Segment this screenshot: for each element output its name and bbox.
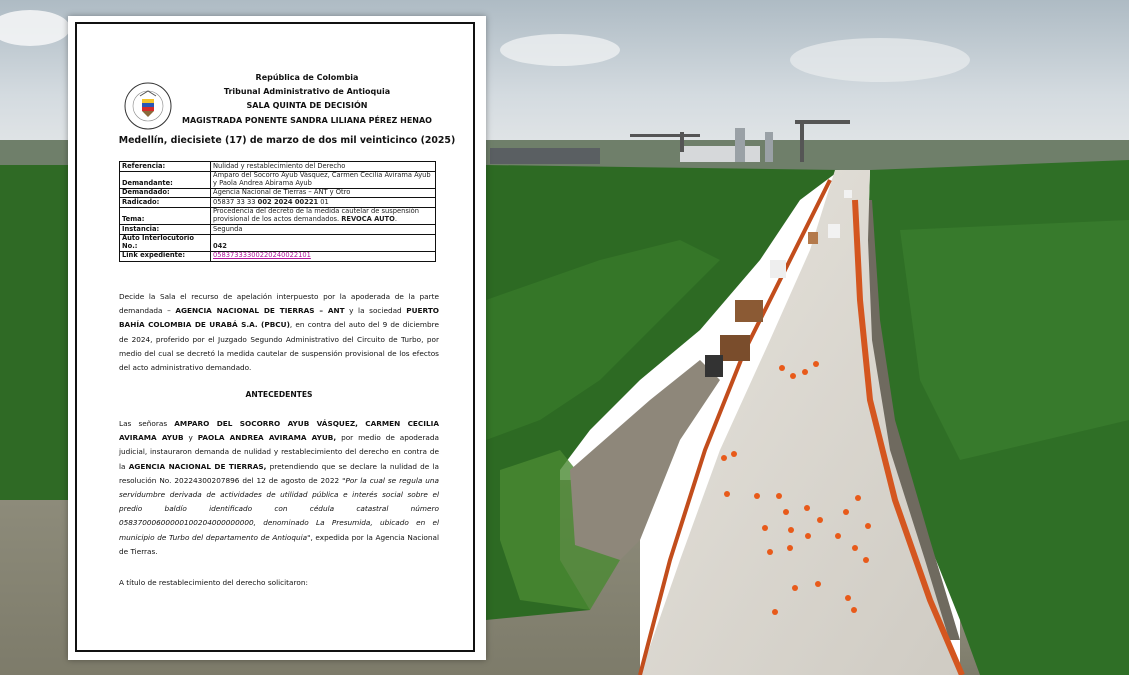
- document-date: Medellín, diecisiete (17) de marzo de dos mil veinticinco (2025): [118, 135, 456, 146]
- referencia-value: Nulidad y restablecimiento del Derecho: [211, 162, 436, 172]
- link-label: Link expediente:: [120, 251, 211, 261]
- mangrove-left: [0, 165, 68, 500]
- court-name: Tribunal Administrativo de Antioquia: [223, 87, 391, 97]
- section-heading-antecedentes: ANTECEDENTES: [245, 390, 313, 399]
- paragraph-restablecimiento: A título de restablecimiento del derecho solicitaron:: [119, 578, 308, 587]
- document-page: [75, 22, 475, 652]
- table-row: [120, 207, 436, 224]
- demandante-label: Demandante:: [120, 171, 211, 188]
- document-image: [68, 16, 486, 660]
- referencia-label: Referencia:: [120, 162, 211, 172]
- instancia-value: Segunda: [211, 225, 436, 235]
- paragraph-decision: Decide la Sala el recurso de apelación interpuesto por la apoderada de la parte demandada – AGENCIA NACIONAL DE TIERRAS – ANT y la sociedad PUERTO BAHÍA COLOMBIA DE URABÁ S.A. (PBCU), en contra del auto del 9 de diciembre de 2024, proferido por el Juzgado Segundo Administrativo del Circuito de Turbo, por medio del cual se decretó la medida cautelar de suspensión provisional de los efectos del acto administrativo demandado.: [119, 292, 440, 373]
- demandado-label: Demandado:: [120, 188, 211, 198]
- chamber-name: SALA QUINTA DE DECISIÓN: [246, 101, 368, 111]
- vehicle: [828, 224, 840, 238]
- demandante-value: Amparo del Socorro Ayub Vásquez, Carmen Cecilia Avirama Ayub y Paola Andrea Abirama Ayub: [211, 171, 436, 188]
- radicado-value: 05837 33 33 002 2024 00221 01: [211, 198, 436, 208]
- auto-value: 042: [211, 234, 436, 251]
- radicado-label: Radicado:: [120, 198, 211, 208]
- table-row: [120, 251, 436, 261]
- table-row: [120, 198, 436, 208]
- table-row: [120, 162, 436, 172]
- judicial-seal-logo: [123, 81, 173, 131]
- tema-label: Tema:: [120, 207, 211, 224]
- demandado-value: Agencia Nacional de Tierras – ANT y Otro: [211, 188, 436, 198]
- magistrate-name: MAGISTRADA PONENTE SANDRA LILIANA PÉREZ HENAO: [182, 115, 432, 125]
- table-row: [120, 225, 436, 235]
- case-info-table: [119, 161, 436, 262]
- expediente-link[interactable]: 05837333300220240022101: [213, 251, 311, 260]
- auto-label: Auto Interlocutorio No.:: [120, 234, 211, 251]
- document-header: [172, 71, 442, 128]
- tema-value: Procedencia del decreto de la medida cautelar de suspensión provisional de los actos demandados. REVOCA AUTO.: [211, 207, 436, 224]
- instancia-label: Instancia:: [120, 225, 211, 235]
- paragraph-antecedentes: Las señoras AMPARO DEL SOCORRO AYUB VÁSQUEZ, CARMEN CECILIA AVIRAMA AYUB y PAOLA ANDREA AVIRAMA AYUB, por medio de apoderada judicial, instauraron demanda de nulidad y restablecimiento del derecho en contra de la AGENCIA NACIONAL DE TIERRAS, pretendiendo que se declare la nulidad de la resolución No. 202243002078​96 del 12 de agosto de 2022 "Por la cual se regula una servidumbre derivada de actividades de utilidad pública e interés social sobre el predio baldío identificado con cédula catastral número 05837000600000100204000000000, denominado La Presumida, ubicado en el municipio de Turbo del departamento de Antioquia", expedida por la Agencia Nacional de Tierras.: [119, 419, 439, 556]
- table-row: [120, 234, 436, 251]
- country-name: República de Colombia: [255, 73, 359, 82]
- table-row: [120, 171, 436, 188]
- table-row: [120, 188, 436, 198]
